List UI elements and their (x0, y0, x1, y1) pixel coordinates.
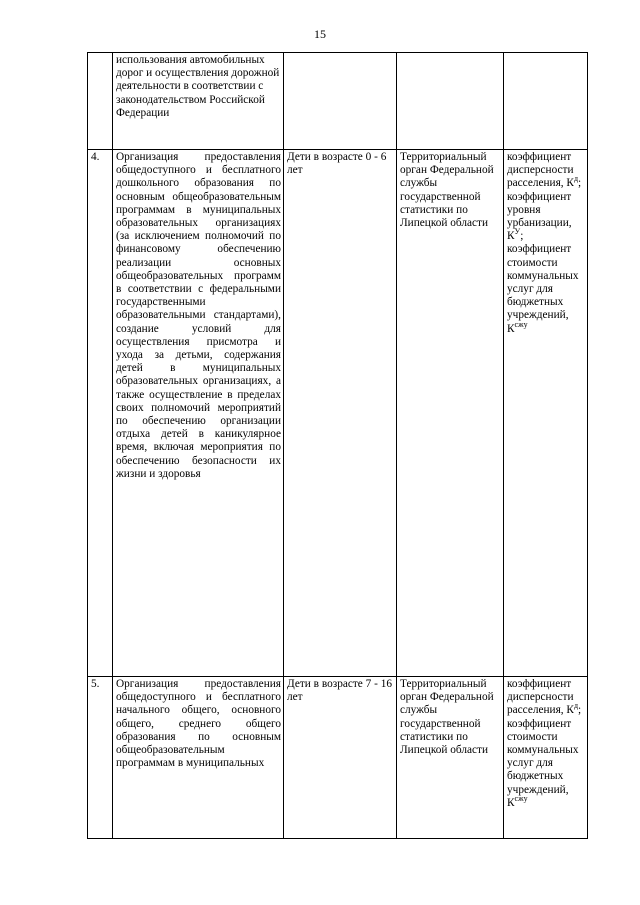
row-number: 5. (88, 677, 113, 839)
page-number: 15 (314, 27, 326, 41)
coef-utilities: коэффициент стоимости коммунальных услуг для бюджетных учреждений, $К^{сжу}$ (507, 717, 579, 809)
authority-description: Организация предоставления общедоступного и бесплатного начального общего, основного общего, среднего общего образования по основным общеобразовательным программам в муниципальных (113, 677, 284, 839)
consumer-category: Дети в возрасте 7 - 16 лет (284, 677, 397, 839)
coefficients (504, 150, 588, 677)
allocation-table (87, 52, 588, 839)
coefficients (504, 53, 588, 150)
coef-urbanization: коэффициент уровня урбанизации, $К^У$; (507, 190, 572, 243)
authority-description: Организация предоставления общедоступного и бесплатного дошкольного образования по основным общеобразовательным программам в муниципальных образовательных организациях (за исключением полномочий по финансовому обеспечению реализации основных общеобразовательных программ в соответствии с федеральными государственными образовательными стандартами), создание условий для осуществления присмотра и ухода за детьми, содержания детей в муниципальных образовательных организациях, а также осуществление в пределах своих полномочий мероприятий по обеспечению организации отдыха детей в каникулярное время, включая мероприятия по обеспечению безопасности их жизни и здоровья (113, 150, 284, 677)
data-source (397, 53, 504, 150)
coef-utilities: коэффициент стоимости коммунальных услуг для бюджетных учреждений, $К^{сжу}$ (507, 243, 579, 335)
authority-description: использования автомобильных дорог и осуществления дорожной деятельности в соответствии с законодательством Российской Федерации (113, 53, 284, 150)
data-source: Территориальный орган Федеральной службы государственной статистики по Липецкой области (397, 150, 504, 677)
table-row (88, 53, 588, 150)
data-source: Территориальный орган Федеральной службы государственной статистики по Липецкой области (397, 677, 504, 839)
consumer-category: Дети в возрасте 0 - 6 лет (284, 150, 397, 677)
coef-dispersion: коэффициент дисперсности расселения, $К^д$; (507, 151, 582, 190)
row-number: 4. (88, 150, 113, 677)
row-number (88, 53, 113, 150)
table-row (88, 150, 588, 677)
coefficients (504, 677, 588, 839)
coef-dispersion: коэффициент дисперсности расселения, $К^д$; (507, 678, 582, 717)
table-row (88, 677, 588, 839)
consumer-category (284, 53, 397, 150)
